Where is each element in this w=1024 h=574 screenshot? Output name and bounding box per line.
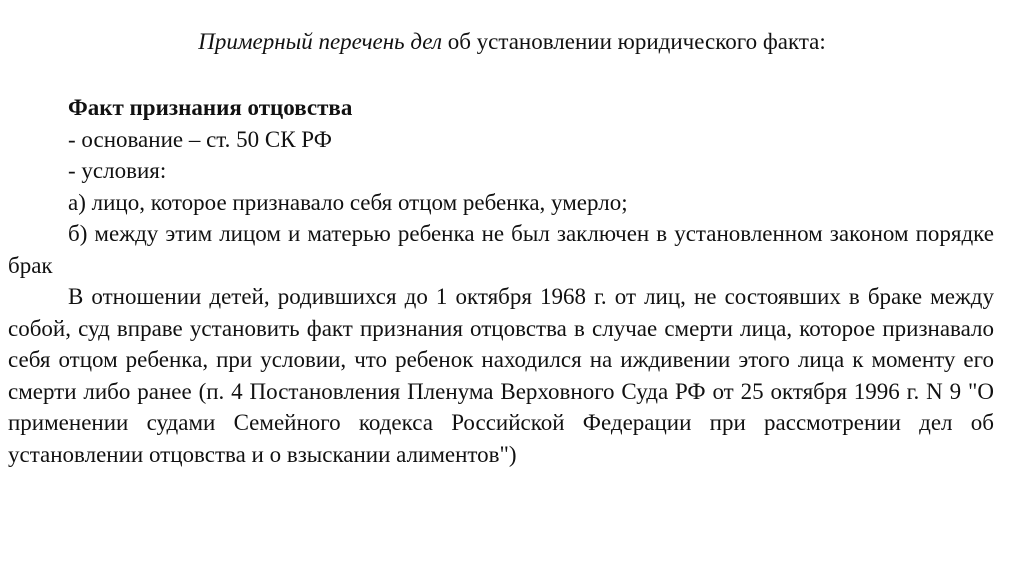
slide-title-regular: об установлении юридического факта: bbox=[441, 29, 826, 54]
condition-a: а) лицо, которое признавало себя отцом ребенка, умерло; bbox=[68, 189, 628, 215]
slide-title bbox=[0, 28, 1024, 56]
basis-line: - основание – ст. 50 СК РФ bbox=[68, 126, 332, 152]
section-heading: Факт признания отцовства bbox=[68, 95, 353, 120]
slide-title-italic: Примерный перечень дел bbox=[198, 29, 442, 54]
main-paragraph: В отношении детей, родившихся до 1 октября 1968 г. от лиц, не состоявших в браке между собой, суд вправе установить факт признания отцовства в случае смерти лица, которое признавало себя отцом ребенка, при условии, что ребенок находился на иждивении этого лица к моменту его смерти либо ранее (п. 4 Постановления Пленума Верховного Суда РФ от 25 октября 1996 г. N 9 "О применении судами Семейного кодекса Российской Федерации при рассмотрении дел об установлении отцовства и о взыскании алиментов") bbox=[8, 284, 994, 467]
condition-b: б) между этим лицом и матерью ребенка не был заключен в установленном законом порядке брак bbox=[8, 221, 994, 278]
slide-body bbox=[8, 92, 994, 470]
conditions-label: - условия: bbox=[68, 158, 167, 183]
